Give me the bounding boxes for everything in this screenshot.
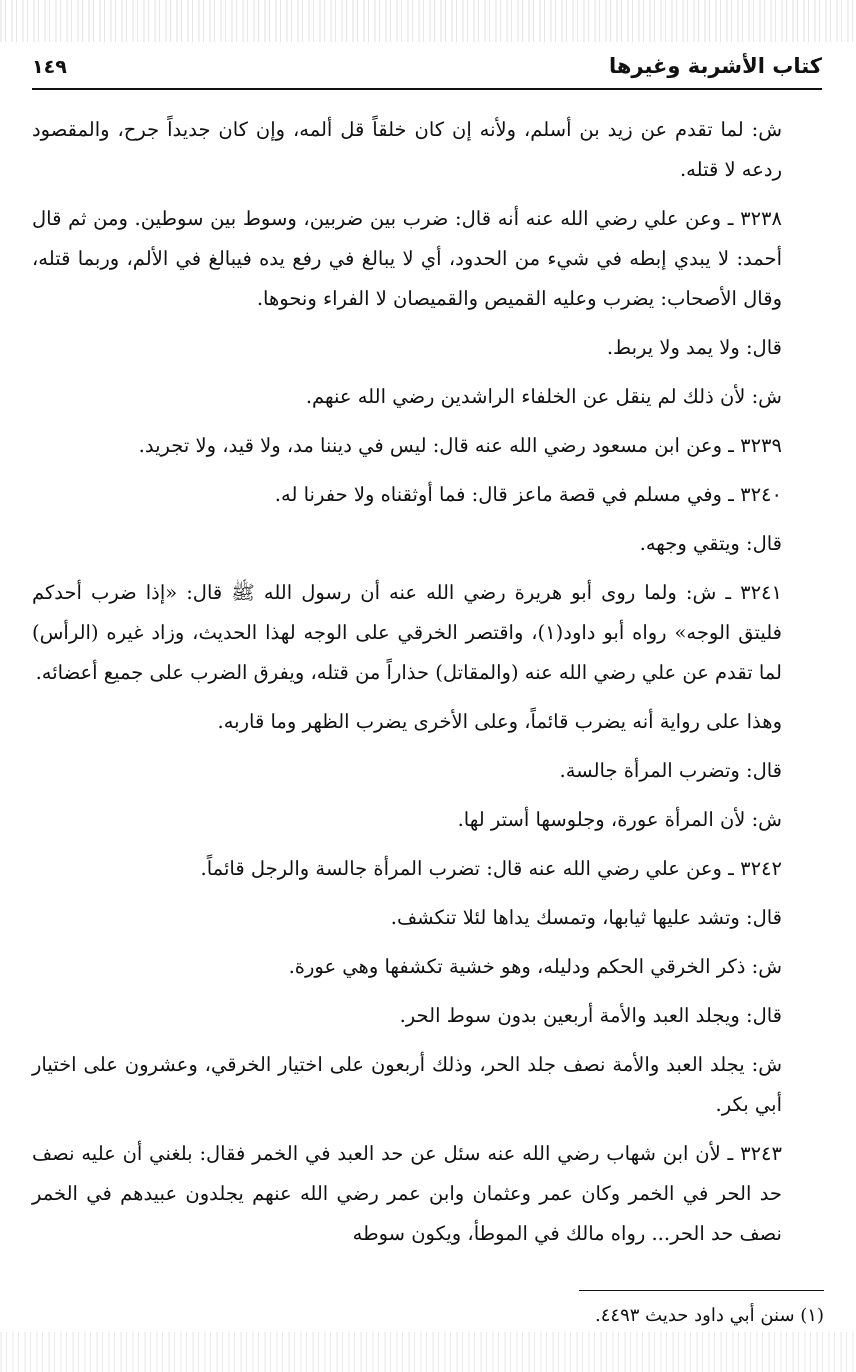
paragraph: ش: لأن المرأة عورة، وجلوسها أستر لها.	[457, 808, 782, 831]
paragraph: ٣٢٤٢ ـ وعن علي رضي الله عنه قال: تضرب المرأة جالسة والرجل قائماً.	[200, 857, 782, 880]
page-header	[32, 48, 822, 90]
scan-noise-top	[0, 0, 856, 42]
scan-noise-bottom	[0, 1332, 856, 1372]
paragraph: قال: وتضرب المرأة جالسة.	[559, 759, 782, 782]
paragraph: قال: ويتقي وجهه.	[639, 532, 782, 555]
running-title: كتاب الأشربة وغيرها	[608, 54, 822, 78]
footnote: (١) سنن أبي داود حديث ٤٤٩٣.	[595, 1305, 824, 1326]
paragraph: ٣٢٣٨ ـ وعن علي رضي الله عنه أنه قال: ضرب بين ضربين، وسوط بين سوطين. ومن ثم قال أحمد: لا يبدي إبطه في شيء من الحدود، أي لا يبالغ في رفع يده فيبالغ في الألم، وربما قتله، وقال الأصحاب: يضرب وعليه القميص والقميصان لا الفراء ونحوها.	[32, 207, 782, 310]
paragraph: قال: ولا يمد ولا يربط.	[606, 336, 782, 359]
paragraph: ٣٢٤١ ـ ش: ولما روى أبو هريرة رضي الله عنه أن رسول الله ﷺ قال: «إذا ضرب أحدكم فليتق الوجه» رواه أبو داود(١)، واقتصر الخرقي على الوجه لهذا الحديث، وزاد غيره (الرأس) لما تقدم عن علي رضي الله عنه (والمقاتل) حذاراً من قتله، ويفرق الضرب على جميع أعضائه.	[32, 581, 782, 684]
paragraph: ٣٢٣٩ ـ وعن ابن مسعود رضي الله عنه قال: ليس في ديننا مد، ولا قيد، ولا تجريد.	[138, 434, 782, 457]
footnote-divider	[579, 1290, 824, 1291]
page-body	[32, 110, 822, 1263]
paragraph: ش: لما تقدم عن زيد بن أسلم، ولأنه إن كان خلقاً قل ألمه، وإن كان جديداً جرح، والمقصود ردعه لا قتله.	[32, 118, 782, 181]
paragraph: قال: ويجلد العبد والأمة أربعين بدون سوط الحر.	[399, 1004, 782, 1027]
paragraph: ش: لأن ذلك لم ينقل عن الخلفاء الراشدين رضي الله عنهم.	[305, 385, 782, 408]
page-number: ١٤٩	[32, 56, 67, 78]
paragraph: وهذا على رواية أنه يضرب قائماً، وعلى الأخرى يضرب الظهر وما قاربه.	[217, 710, 782, 733]
paragraph: قال: وتشد عليها ثيابها، وتمسك يداها لئلا تنكشف.	[390, 906, 782, 929]
paragraph: ش: ذكر الخرقي الحكم ودليله، وهو خشية تكشفها وهي عورة.	[288, 955, 782, 978]
paragraph: ش: يجلد العبد والأمة نصف جلد الحر، وذلك أربعون على اختيار الخرقي، وعشرون على اختيار أبي بكر.	[32, 1053, 782, 1116]
paragraph: ٣٢٤٠ ـ وفي مسلم في قصة ماعز قال: فما أوثقناه ولا حفرنا له.	[274, 483, 782, 506]
paragraph: ٣٢٤٣ ـ لأن ابن شهاب رضي الله عنه سئل عن حد العبد في الخمر فقال: بلغني أن عليه نصف حد الحر في الخمر وكان عمر وعثمان وابن عمر رضي الله عنهم يجلدون عبيدهم في الخمر نصف حد الحر... رواه مالك في الموطأ، ويكون سوطه	[32, 1142, 782, 1245]
